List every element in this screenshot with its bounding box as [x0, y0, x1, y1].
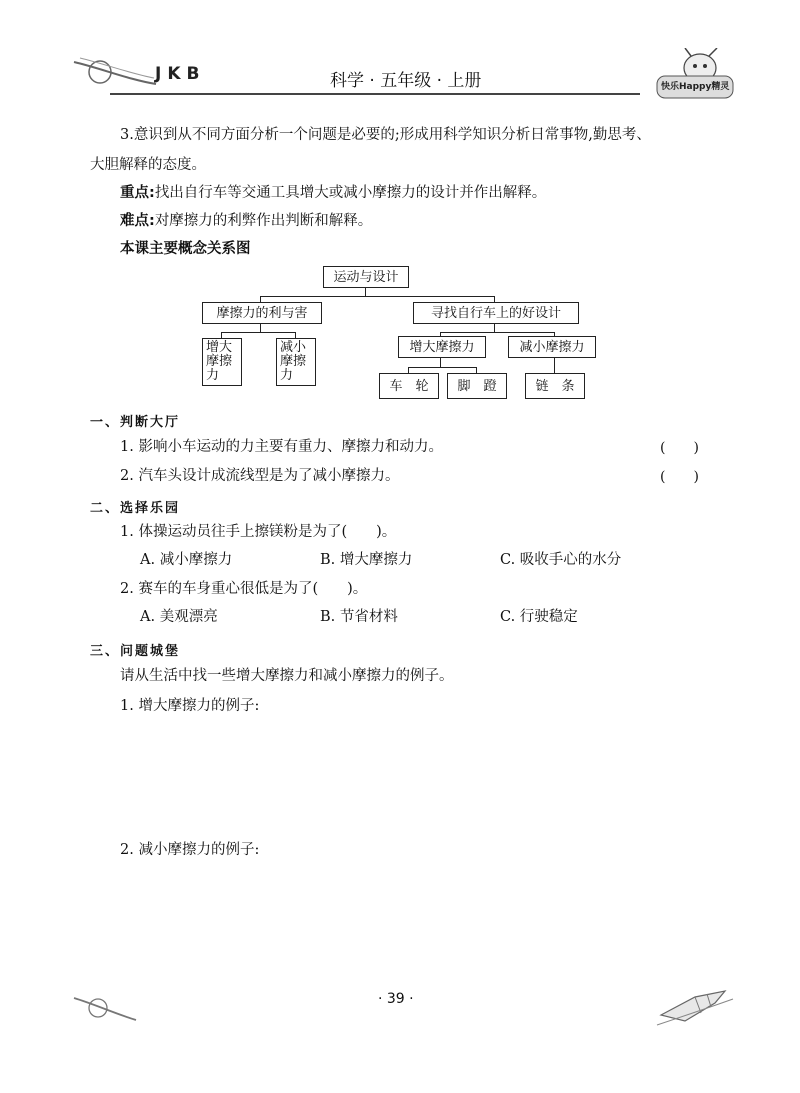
castle-question-1: 1. 增大摩擦力的例子: — [120, 698, 260, 714]
brand-logo: JKB — [155, 64, 206, 84]
answer-area-1[interactable] — [120, 720, 680, 830]
answer-blank-2[interactable]: ( ) — [660, 469, 699, 485]
map-leaf-chain: 链 条 — [525, 373, 585, 399]
map-connector — [440, 357, 441, 367]
difficulty-point — [120, 211, 372, 231]
map-connector — [260, 323, 261, 332]
judge-question-2: 2. 汽车头设计成流线型是为了减小摩擦力。 — [120, 468, 400, 484]
key-point — [120, 183, 546, 203]
map-connector — [494, 323, 495, 332]
map-left-a — [202, 338, 242, 386]
section-1-title: 一、判断大厅 — [90, 415, 181, 430]
planet-ring-decoration — [70, 988, 140, 1026]
map-right-b: 减小摩擦力 — [508, 336, 596, 358]
page-header-title: 科学 · 五年级 · 上册 — [330, 71, 482, 91]
map-leaf-pedal: 脚 蹬 — [447, 373, 507, 399]
castle-prompt: 请从生活中找一些增大摩擦力和减小摩擦力的例子。 — [120, 668, 454, 684]
map-leaf-wheel: 车 轮 — [379, 373, 439, 399]
map-left-node: 摩擦力的利与害 — [202, 302, 322, 324]
map-right-a: 增大摩擦力 — [398, 336, 486, 358]
map-connector — [260, 296, 494, 297]
map-connector — [221, 332, 295, 333]
choice-1-option-a[interactable]: A. 减小摩擦力 — [140, 552, 233, 568]
choice-2-option-a[interactable]: A. 美观漂亮 — [140, 609, 218, 625]
map-root: 运动与设计 — [323, 266, 409, 288]
difficulty-point-label: 难点: — [120, 213, 155, 229]
map-connector — [365, 287, 366, 296]
choice-1-option-c[interactable]: C. 吸收手心的水分 — [500, 552, 622, 568]
map-left-a-text: 增大摩擦力 — [206, 340, 233, 383]
answer-blank-1[interactable]: ( ) — [660, 440, 699, 456]
map-connector — [408, 367, 476, 368]
section-2-title: 二、选择乐园 — [90, 501, 181, 516]
difficulty-point-text: 对摩擦力的利弊作出判断和解释。 — [154, 213, 373, 229]
concept-map-title: 本课主要概念关系图 — [120, 241, 251, 257]
page-number: · 39 · — [378, 991, 414, 1007]
mascot-logo — [655, 48, 735, 100]
choice-question-1: 1. 体操运动员往手上擦镁粉是为了( )。 — [120, 524, 397, 540]
objective-3-line2: 大胆解释的态度。 — [90, 157, 206, 173]
map-connector — [554, 357, 555, 373]
map-left-b-text: 减小摩擦力 — [280, 340, 307, 383]
rabbit-mascot-icon — [655, 48, 735, 100]
map-connector — [440, 332, 554, 333]
map-left-b — [276, 338, 316, 386]
mascot-logo-text: 快乐Happy精灵 — [661, 82, 730, 92]
key-point-label: 重点: — [120, 185, 155, 201]
choice-question-2: 2. 赛车的车身重心很低是为了( )。 — [120, 581, 368, 597]
objective-3-line1: 3.意识到从不同方面分析一个问题是必要的;形成用科学知识分析日常事物,勤思考、 — [120, 127, 651, 143]
header-rule — [110, 93, 640, 95]
judge-question-1: 1. 影响小车运动的力主要有重力、摩擦力和动力。 — [120, 439, 443, 455]
choice-2-option-b[interactable]: B. 节省材料 — [320, 609, 398, 625]
planet-ring-decoration — [70, 48, 160, 90]
key-point-text: 找出自行车等交通工具增大或减小摩擦力的设计并作出解释。 — [154, 185, 547, 201]
map-right-node: 寻找自行车上的好设计 — [413, 302, 579, 324]
answer-area-2[interactable] — [120, 864, 680, 974]
castle-question-2: 2. 减小摩擦力的例子: — [120, 842, 260, 858]
section-3-title: 三、问题城堡 — [90, 644, 181, 659]
space-shuttle-decoration — [655, 985, 735, 1030]
choice-1-option-b[interactable]: B. 增大摩擦力 — [320, 552, 413, 568]
choice-2-option-c[interactable]: C. 行驶稳定 — [500, 609, 578, 625]
